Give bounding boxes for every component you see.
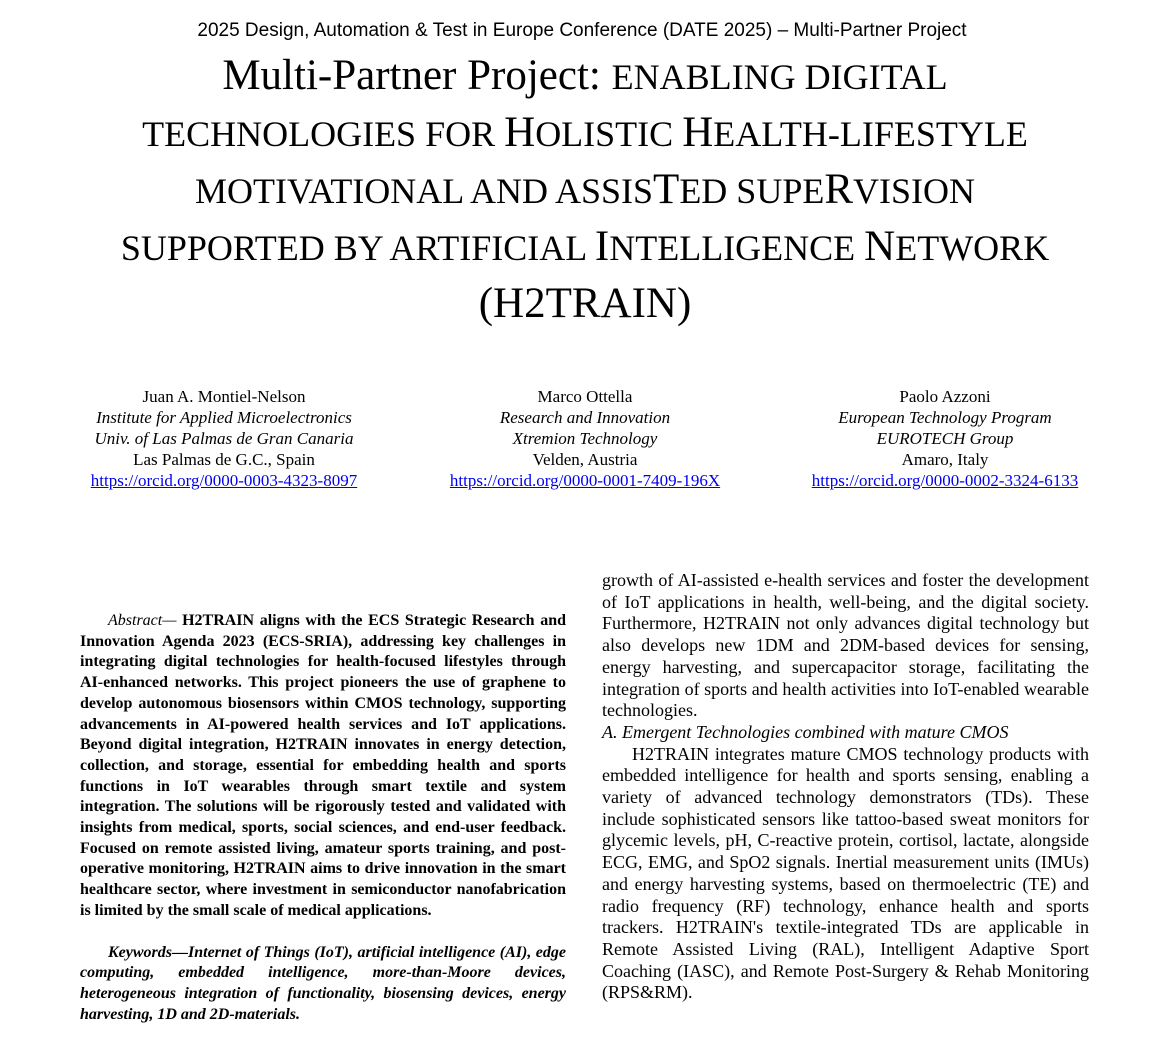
title-line-2: TECHNOLOGIES FOR HOLISTIC HEALTH-LIFESTYLE xyxy=(142,109,1028,156)
intro-paragraph: growth of AI-assisted e-health services and foster the development of IoT applications in health, well-being, and the digital society. Furthermore, H2TRAIN not only advances digital technology but also develops new 1DM and 2DM-based devices for sensing, energy harvesting, and supercapacitor storage, facilitating the integration of sports and health activities into IoT-enabled wearable technologies. xyxy=(602,570,1089,721)
author-affiliation: EUROTECH Group xyxy=(876,429,1014,448)
abstract-column xyxy=(80,611,566,1025)
author-name: Juan A. Montiel-Nelson xyxy=(142,387,306,406)
author-affiliation: European Technology Program xyxy=(838,408,1052,427)
author-affiliation: Univ. of Las Palmas de Gran Canaria xyxy=(94,429,354,448)
abstract-label: Abstract— xyxy=(108,612,177,629)
author-name: Paolo Azzoni xyxy=(899,387,991,406)
author-affiliation: Xtremion Technology xyxy=(512,429,658,448)
author-location: Velden, Austria xyxy=(532,450,638,469)
section-paragraph: H2TRAIN integrates mature CMOS technology products with embedded intelligence for health and sports sensing, enabling a variety of advanced technology demonstrators (TDs). These include sophisticated sensors like tattoo-based sweat monitors for glycemic levels, pH, C-reactive protein, cortisol, lactate, alongside ECG, EMG, and SpO2 signals. Inertial measurement units (IMUs) and energy harvesting systems, based on thermoelectric (TE) and radio frequency (RF) technology, enhance health and sports trackers. H2TRAIN's textile-integrated TDs are applicable in Remote Assisted Living (RAL), Intelligent Adaptive Sport Coaching (IASC), and Remote Post-Surgery & Rehab Monitoring (RPS&RM). xyxy=(602,743,1089,1003)
author-name: Marco Ottella xyxy=(537,387,633,406)
paper-title xyxy=(60,48,1110,332)
author-location: Amaro, Italy xyxy=(901,450,989,469)
title-line-4: SUPPORTED BY ARTIFICIAL INTELLIGENCE NETWORK xyxy=(120,223,1050,270)
keywords-paragraph: Keywords—Internet of Things (IoT), artificial intelligence (AI), edge computing, embedded intelligence, more-than-Moore devices, heterogeneous integration of functionality, biosensing devices, energy harvesting, 1D and 2D-materials. xyxy=(80,943,566,1023)
author-orcid-link[interactable]: https://orcid.org/0000-0001-7409-196X xyxy=(449,471,721,490)
author-block-3 xyxy=(775,386,1115,491)
conference-header: 2025 Design, Automation & Test in Europe Conference (DATE 2025) – Multi-Partner Project xyxy=(197,20,967,41)
author-orcid-link[interactable]: https://orcid.org/0000-0003-4323-8097 xyxy=(90,471,358,490)
author-affiliation: Institute for Applied Microelectronics xyxy=(96,408,352,427)
title-line-3: MOTIVATIONAL AND ASSISTED SUPERVISION xyxy=(194,166,976,213)
section-heading: A. Emergent Technologies combined with mature CMOS xyxy=(602,721,1009,742)
author-block-1 xyxy=(54,386,394,491)
title-line-5: (H2TRAIN) xyxy=(478,280,692,327)
abstract-paragraph xyxy=(80,611,566,922)
body-right-column xyxy=(602,570,1089,1004)
author-location: Las Palmas de G.C., Spain xyxy=(133,450,315,469)
author-affiliation: Research and Innovation xyxy=(499,408,671,427)
title-line-1: Multi-Partner Project: ENABLING DIGITAL xyxy=(222,52,948,99)
author-block-2 xyxy=(415,386,755,491)
author-orcid-link[interactable]: https://orcid.org/0000-0002-3324-6133 xyxy=(811,471,1079,490)
abstract-text: H2TRAIN aligns with the ECS Strategic Research and Innovation Agenda 2023 (ECS-SRIA), addressing key challenges in integrating digital technologies for health-focused lifestyles through AI-enhanced networks. This project pioneers the use of graphene to develop autonomous biosensors within CMOS technology, supporting advancements in AI-powered health services and IoT applications. Beyond digital integration, H2TRAIN innovates in energy detection, collection, and storage, essential for embedding health and sports functions in IoT wearables through smart textile and system integration. The solutions will be rigorously tested and validated with insights from medical, sports, social sciences, and end-user feedback. Focused on remote assisted living, amateur sports training, and post-operative monitoring, H2TRAIN aims to drive innovation in the smart healthcare sector, where investment in semiconductor nanofabrication is limited by the small scale of medical applications. xyxy=(80,612,566,919)
